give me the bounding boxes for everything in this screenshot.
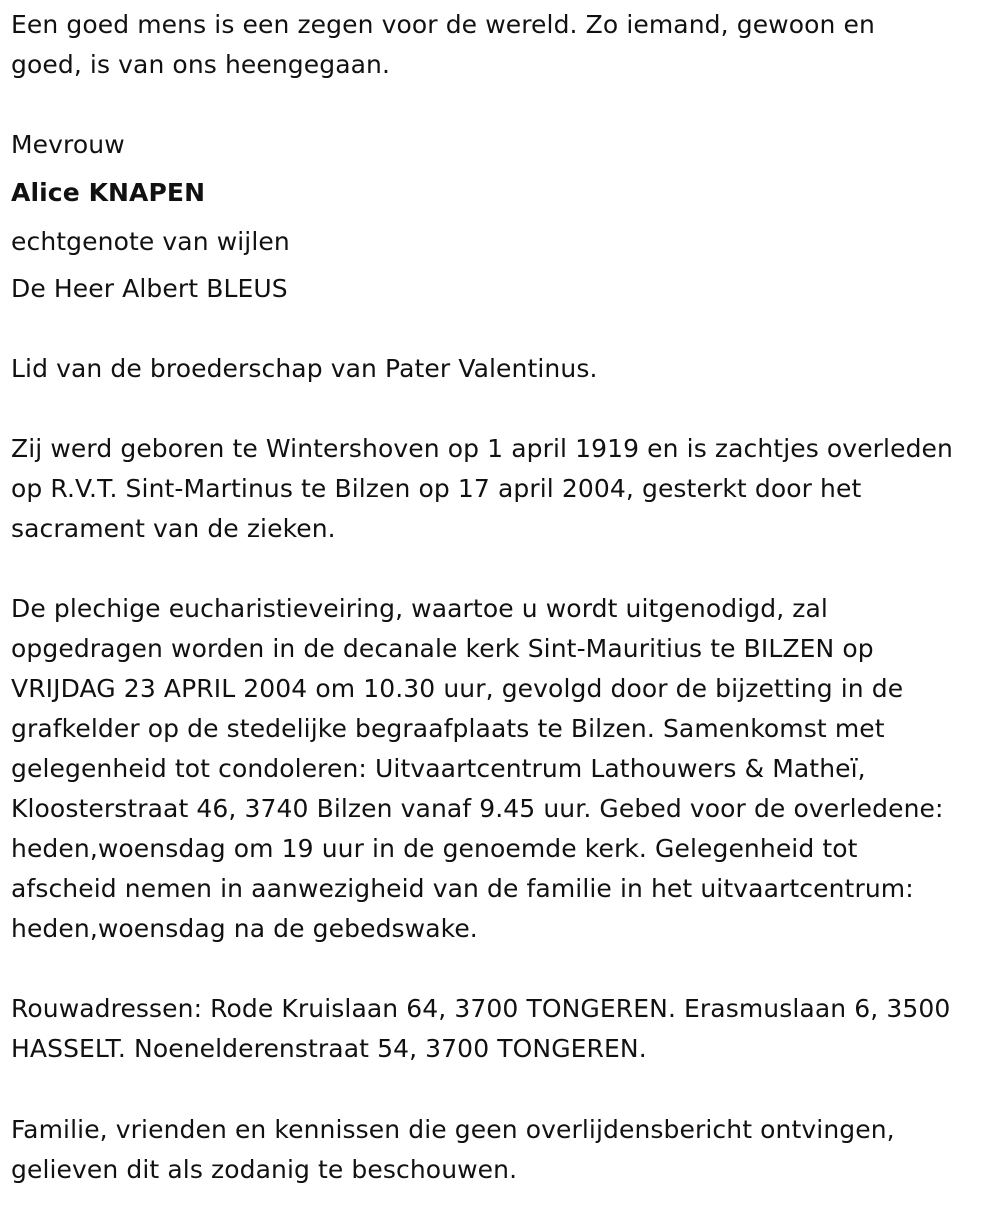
ceremony-paragraph bbox=[11, 589, 996, 949]
ceremony-line-5: gelegenheid tot condoleren: Uitvaartcentrum Lathouwers & Matheï, bbox=[11, 754, 866, 783]
closing-line-1: Familie, vrienden en kennissen die geen overlijdensbericht ontvingen, bbox=[11, 1115, 895, 1144]
ceremony-line-7: heden,woensdag om 19 uur in de genoemde kerk. Gelegenheid tot bbox=[11, 834, 858, 863]
intro-paragraph bbox=[11, 5, 996, 85]
addresses-paragraph bbox=[11, 989, 996, 1069]
closing-line-2: gelieven dit als zodanig te beschouwen. bbox=[11, 1155, 518, 1184]
intro-line-1: Een goed mens is een zegen voor de wereld. Zo iemand, gewoon en bbox=[11, 10, 875, 39]
birth-death-paragraph bbox=[11, 429, 996, 549]
addresses-line-2: HASSELT. Noenelderenstraat 54, 3700 TONGEREN. bbox=[11, 1034, 647, 1063]
birth-death-line-2: op R.V.T. Sint-Martinus te Bilzen op 17 april 2004, gesterkt door het bbox=[11, 474, 862, 503]
ceremony-line-3: VRIJDAG 23 APRIL 2004 om 10.30 uur, gevolgd door de bijzetting in de bbox=[11, 674, 904, 703]
intro-line-2: goed, is van ons heengegaan. bbox=[11, 50, 391, 79]
ceremony-line-8: afscheid nemen in aanwezigheid van de familie in het uitvaartcentrum: bbox=[11, 874, 914, 903]
addresses-line-1: Rouwadressen: Rode Kruislaan 64, 3700 TONGEREN. Erasmuslaan 6, 3500 bbox=[11, 994, 951, 1023]
salutation: Mevrouw bbox=[11, 130, 125, 159]
ceremony-line-6: Kloosterstraat 46, 3740 Bilzen vanaf 9.45 uur. Gebed voor de overledene: bbox=[11, 794, 944, 823]
closing-paragraph bbox=[11, 1110, 996, 1190]
ceremony-line-9: heden,woensdag na de gebedswake. bbox=[11, 914, 478, 943]
birth-death-line-1: Zij werd geboren te Wintershoven op 1 april 1919 en is zachtjes overleden bbox=[11, 434, 953, 463]
membership-text: Lid van de broederschap van Pater Valentinus. bbox=[11, 354, 598, 383]
ceremony-line-2: opgedragen worden in de decanale kerk Sint-Mauritius te BILZEN op bbox=[11, 634, 874, 663]
ceremony-line-1: De plechige eucharistieveiring, waartoe u wordt uitgenodigd, zal bbox=[11, 594, 828, 623]
relation-text: echtgenote van wijlen bbox=[11, 227, 290, 256]
spouse-name: De Heer Albert BLEUS bbox=[11, 274, 288, 303]
ceremony-line-4: grafkelder op de stedelijke begraafplaats te Bilzen. Samenkomst met bbox=[11, 714, 885, 743]
deceased-name: Alice KNAPEN bbox=[11, 178, 206, 207]
birth-death-line-3: sacrament van de zieken. bbox=[11, 514, 336, 543]
